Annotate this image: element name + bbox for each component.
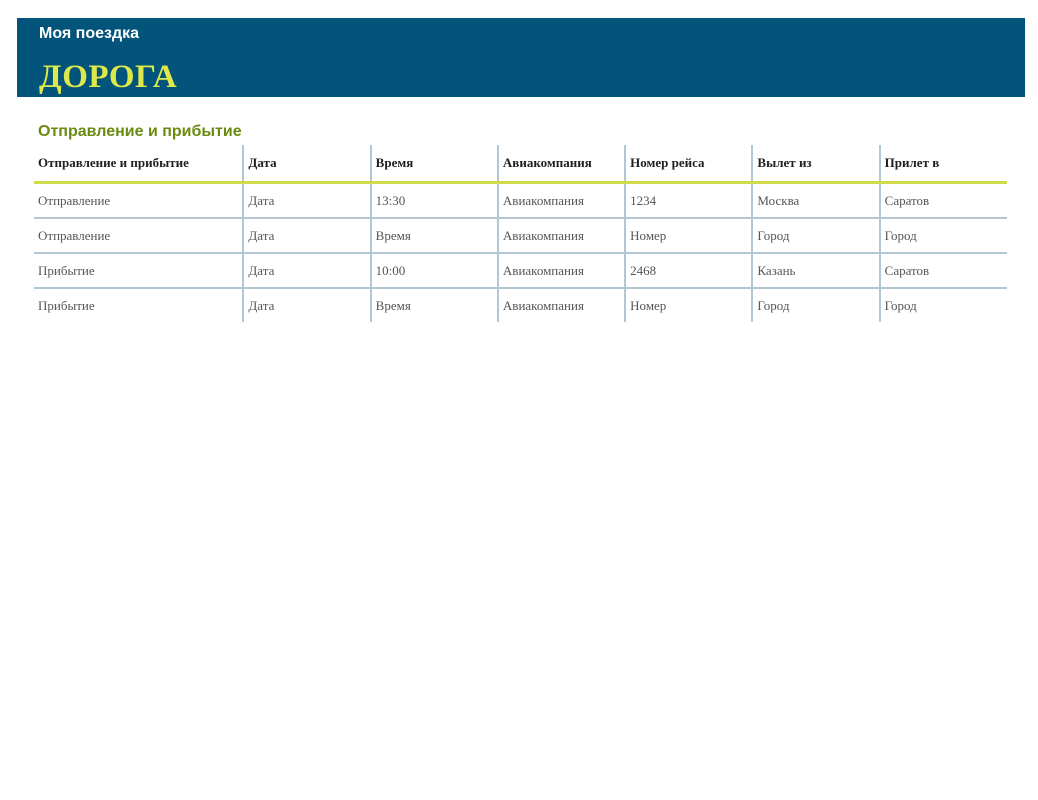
table-row: [34, 183, 1007, 219]
column-header-flight-number: Номер рейса: [625, 145, 752, 183]
cell-arrival[interactable]: Саратов: [880, 183, 1007, 219]
cell-date[interactable]: Дата: [243, 183, 370, 219]
cell-departure[interactable]: Город: [752, 288, 879, 322]
column-header-time: Время: [371, 145, 498, 183]
cell-time[interactable]: Время: [371, 288, 498, 322]
cell-departure[interactable]: Москва: [752, 183, 879, 219]
cell-flight-number[interactable]: 1234: [625, 183, 752, 219]
table-header-row: [34, 145, 1007, 183]
column-header-airline: Авиакомпания: [498, 145, 625, 183]
cell-date[interactable]: Дата: [243, 253, 370, 288]
column-header-direction: Отправление и прибытие: [34, 145, 243, 183]
table-row: [34, 253, 1007, 288]
section-heading: Отправление и прибытие: [38, 123, 242, 140]
trip-subtitle: Моя поездка: [39, 25, 140, 42]
cell-time[interactable]: 13:30: [371, 183, 498, 219]
column-header-arrival: Прилет в: [880, 145, 1007, 183]
cell-airline[interactable]: Авиакомпания: [498, 253, 625, 288]
cell-direction[interactable]: Отправление: [34, 218, 243, 253]
cell-flight-number[interactable]: Номер: [625, 288, 752, 322]
cell-direction[interactable]: Прибытие: [38, 297, 95, 313]
table-row: [34, 218, 1007, 253]
cell-direction[interactable]: Отправление: [34, 183, 243, 219]
cell-departure[interactable]: Казань: [752, 253, 879, 288]
cell-departure[interactable]: Город: [752, 218, 879, 253]
column-header-departure: Вылет из: [752, 145, 879, 183]
cell-direction[interactable]: Прибытие: [34, 253, 243, 288]
column-header-date: Дата: [243, 145, 370, 183]
cell-airline[interactable]: Авиакомпания: [498, 183, 625, 219]
header-banner: [17, 18, 1025, 97]
cell-date[interactable]: Дата: [243, 218, 370, 253]
cell-flight-number[interactable]: 2468: [625, 253, 752, 288]
itinerary-table: [34, 145, 1007, 322]
cell-flight-number[interactable]: Номер: [625, 218, 752, 253]
cell-time[interactable]: Время: [371, 218, 498, 253]
table-row: [34, 288, 1007, 322]
cell-airline[interactable]: Авиакомпания: [498, 218, 625, 253]
cell-airline[interactable]: Авиакомпания: [498, 288, 625, 322]
cell-arrival[interactable]: Город: [880, 218, 1007, 253]
page-title: ДОРОГА: [39, 59, 178, 95]
cell-arrival[interactable]: Город: [880, 288, 1007, 322]
cell-date[interactable]: Дата: [243, 288, 370, 322]
cell-time[interactable]: 10:00: [371, 253, 498, 288]
cell-arrival[interactable]: Саратов: [880, 253, 1007, 288]
